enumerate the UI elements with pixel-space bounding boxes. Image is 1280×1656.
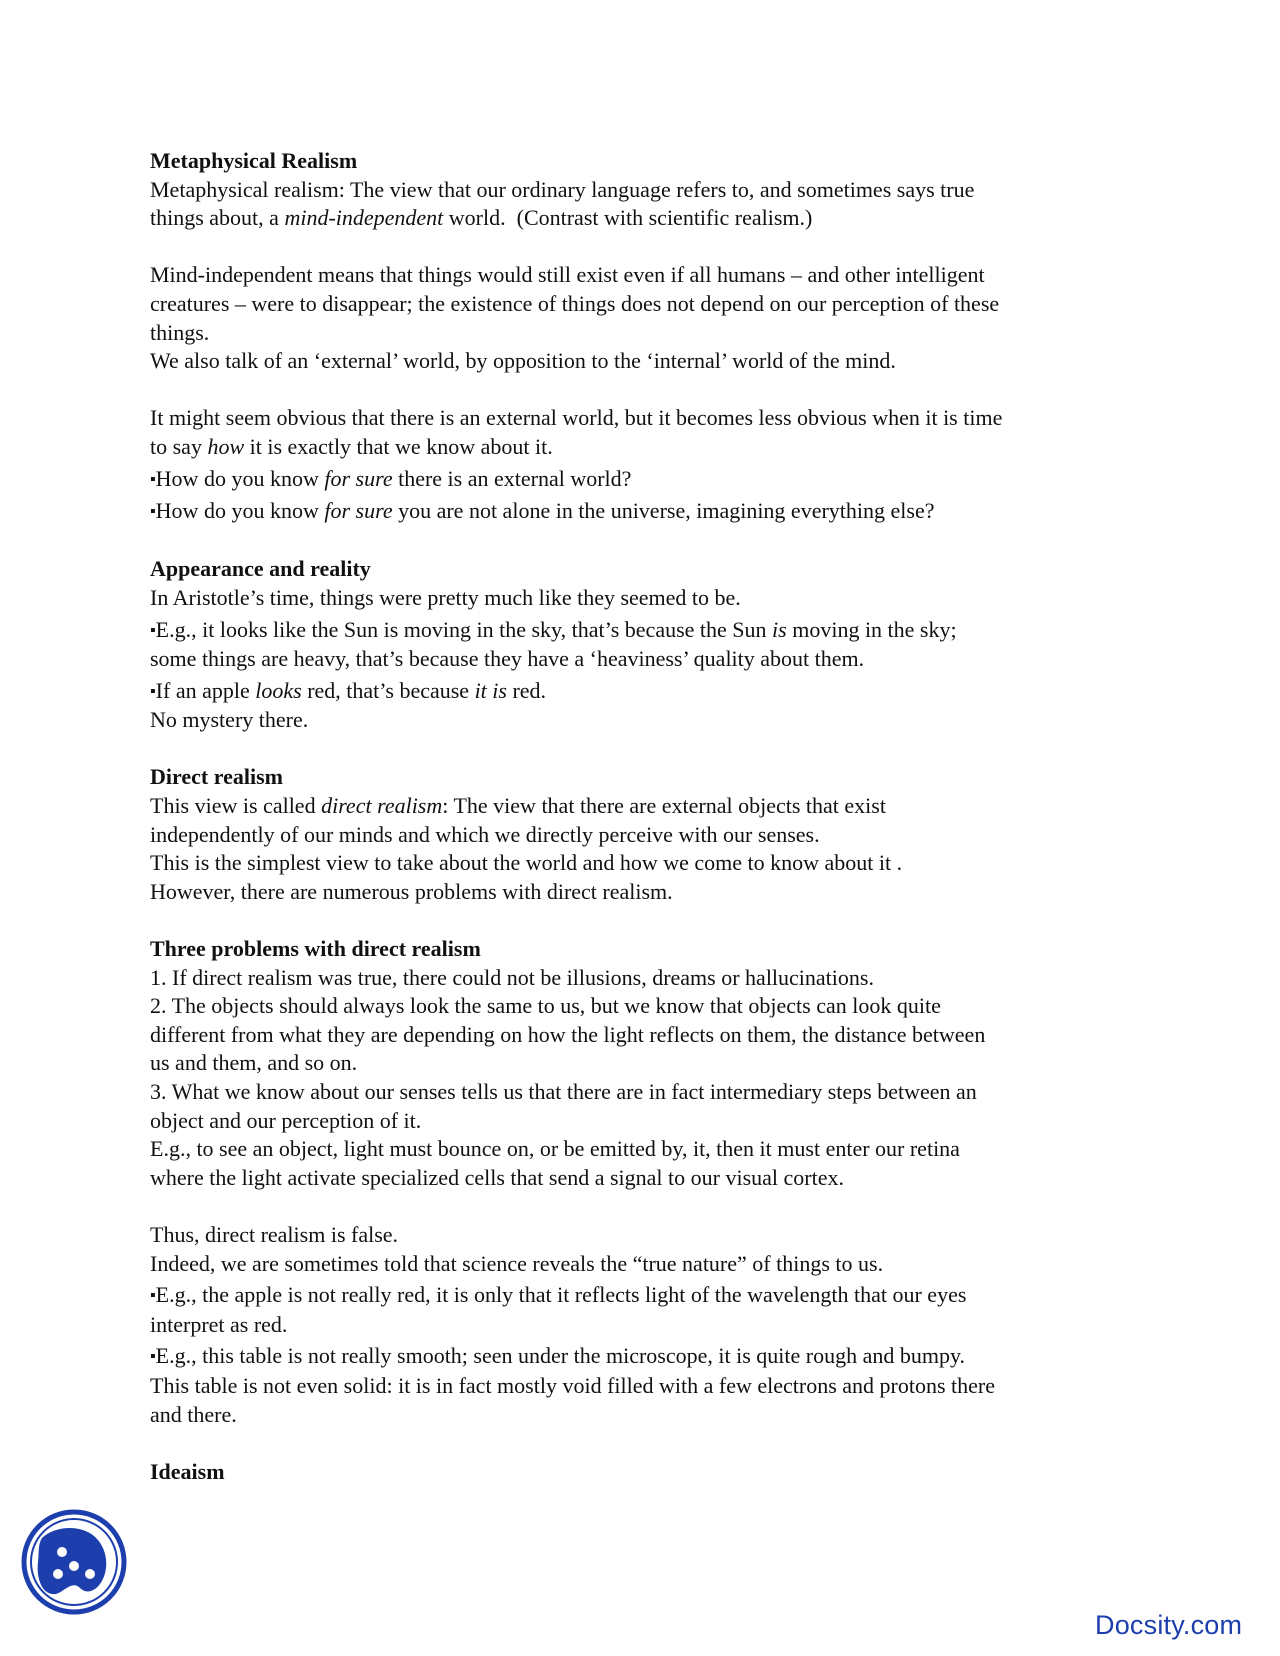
paragraph-line: Metaphysical realism: The view that our ordinary language refers to, and sometimes says true xyxy=(150,176,975,202)
bullet-item xyxy=(150,1342,1130,1372)
paragraph-line xyxy=(150,204,1130,233)
text-run: : The view that there are external objects that exist xyxy=(442,793,886,819)
text-run: How do you know xyxy=(155,498,325,524)
section-heading: Appearance and reality xyxy=(150,556,371,582)
text-run: it is exactly that we know about it. xyxy=(244,433,553,459)
text-run: red, that’s because xyxy=(301,677,475,703)
text-run: moving in the sky; xyxy=(786,616,957,642)
italic-run: for sure xyxy=(324,498,393,524)
text-run: world. (Contrast with scientific realism.) xyxy=(443,205,813,231)
bullet-item xyxy=(150,1281,1130,1311)
bullet-item xyxy=(150,616,1130,646)
italic-run: direct realism xyxy=(321,793,443,819)
italic-run: how xyxy=(207,433,245,459)
bullet-item xyxy=(150,677,1130,707)
bullet-item xyxy=(150,465,1130,495)
paragraph-line: some things are heavy, that’s because they have a ‘heaviness’ quality about them. xyxy=(150,646,865,672)
docsity-logo-icon xyxy=(20,1508,128,1616)
paragraph-line: No mystery there. xyxy=(150,707,309,733)
paragraph-line xyxy=(150,792,1130,821)
paragraph-line: independently of our minds and which we directly perceive with our senses. xyxy=(150,821,820,847)
paragraph-line: E.g., to see an object, light must bounce on, or be emitted by, it, then it must enter our retina xyxy=(150,1136,960,1162)
paragraph-line: things. xyxy=(150,319,210,345)
text-run: there is an external world? xyxy=(392,465,632,491)
text-run: How do you know xyxy=(155,465,325,491)
text-run: red. xyxy=(506,677,547,703)
paragraph-line: It might seem obvious that there is an external world, but it becomes less obvious when it is time xyxy=(150,405,1003,431)
paragraph-line: 1. If direct realism was true, there could not be illusions, dreams or hallucinations. xyxy=(150,964,874,990)
text-run: things about, a xyxy=(150,205,285,231)
paragraph-line: different from what they are depending on how the light reflects on them, the distance between xyxy=(150,1021,986,1047)
text-run: E.g., it looks like the Sun is moving in the sky, that’s because the Sun xyxy=(155,616,773,642)
paragraph-line: Indeed, we are sometimes told that science reveals the “true nature” of things to us. xyxy=(150,1250,884,1276)
bullet-icon: ▪ xyxy=(150,621,156,639)
text-run: This view is called xyxy=(150,793,322,819)
document-page xyxy=(150,147,1130,1486)
paragraph-line xyxy=(150,433,1130,462)
section-heading: Metaphysical Realism xyxy=(150,148,358,173)
section-heading: Ideaism xyxy=(150,1458,225,1484)
italic-run: mind-independent xyxy=(284,205,444,231)
docsity-brand-link[interactable]: Docsity.com xyxy=(1095,1610,1243,1640)
italic-run: for sure xyxy=(324,465,393,491)
paragraph-line: us and them, and so on. xyxy=(150,1050,358,1076)
bullet-icon: ▪ xyxy=(150,682,156,700)
paragraph-line: Thus, direct realism is false. xyxy=(150,1221,399,1247)
paragraph-line: and there. xyxy=(150,1401,237,1427)
bullet-icon: ▪ xyxy=(150,470,156,488)
italic-run: it is xyxy=(474,677,507,703)
paragraph-line: object and our perception of it. xyxy=(150,1107,422,1133)
paragraph-line: This is the simplest view to take about the world and how we come to know about it . xyxy=(150,850,903,876)
text-run: If an apple xyxy=(155,677,256,703)
paragraph-line: In Aristotle’s time, things were pretty much like they seemed to be. xyxy=(150,584,741,610)
italic-run: is xyxy=(772,616,787,642)
paragraph-line: This table is not even solid: it is in fact mostly void filled with a few electrons and protons there xyxy=(150,1372,995,1398)
paragraph-line: However, there are numerous problems with direct realism. xyxy=(150,878,673,904)
bullet-icon: ▪ xyxy=(150,1348,156,1366)
paragraph-line: 3. What we know about our senses tells us that there are in fact intermediary steps between an xyxy=(150,1079,977,1104)
bullet-icon: ▪ xyxy=(150,1287,156,1305)
text-run: you are not alone in the universe, imagining everything else? xyxy=(392,498,935,524)
paragraph-line: creatures – were to disappear; the existence of things does not depend on our perception of these xyxy=(150,290,1000,316)
paragraph-line: 2. The objects should always look the same to us, but we know that objects can look quite xyxy=(150,993,941,1019)
text-run: E.g., this table is not really smooth; seen under the microscope, it is quite rough and bumpy. xyxy=(155,1343,966,1369)
section-heading: Direct realism xyxy=(150,764,283,790)
bullet-icon: ▪ xyxy=(150,503,156,521)
section-heading: Three problems with direct realism xyxy=(150,936,481,962)
bullet-item xyxy=(150,497,1130,527)
paragraph-line: Mind-independent means that things would still exist even if all humans – and other intelligent xyxy=(150,262,985,288)
paragraph-line: where the light activate specialized cells that send a signal to our visual cortex. xyxy=(150,1164,844,1190)
italic-run: looks xyxy=(255,677,302,703)
paragraph-line: We also talk of an ‘external’ world, by opposition to the ‘internal’ world of the mind. xyxy=(150,348,896,374)
text-run: to say xyxy=(150,433,208,459)
paragraph-line: interpret as red. xyxy=(150,1311,288,1337)
text-run: E.g., the apple is not really red, it is only that it reflects light of the wavelength that our eyes xyxy=(155,1282,967,1308)
